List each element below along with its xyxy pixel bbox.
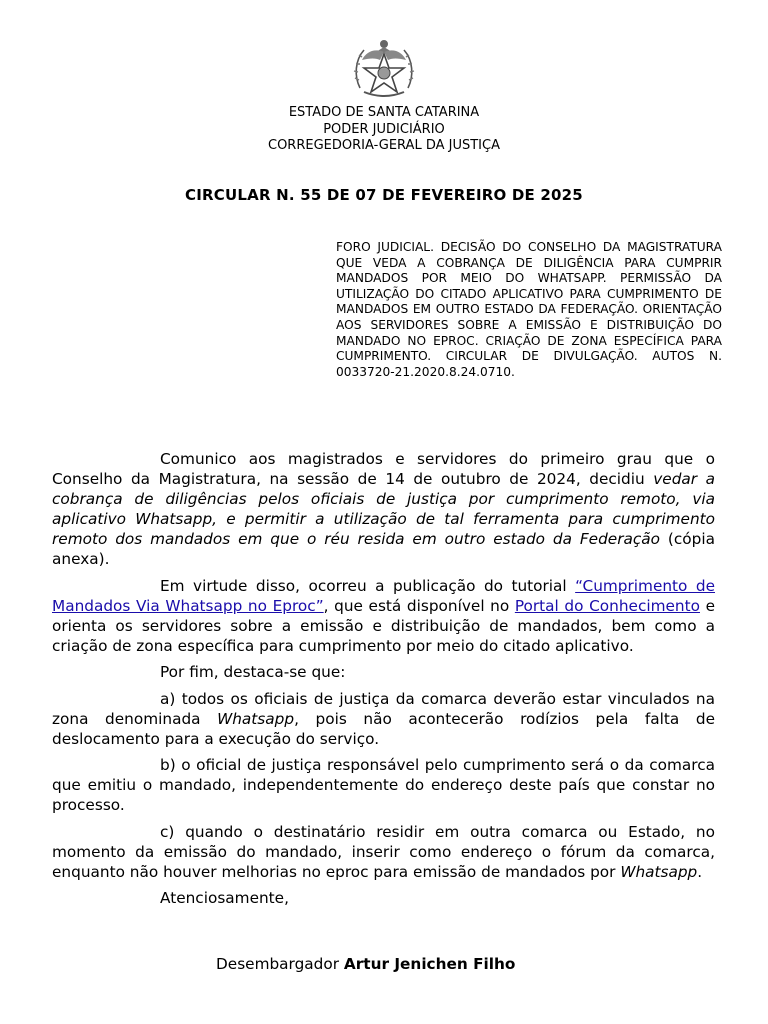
paragraph-4: a) todos os oficiais de justiça da comarca deverão estar vinculados na zona denominada Whatsapp, pois não acontecerão rodízios pela falta de deslocamento para a execução do serviço. bbox=[52, 689, 715, 748]
paragraph-1-emphasis: vedar a cobrança de diligências pelos oficiais de justiça por cumprimento remoto, via aplicativo Whatsapp, e permitir a utilização de tal ferramenta para cumprimento remoto dos mandados em que o réu resida em outro estado da Federação bbox=[52, 470, 715, 548]
paragraph-1: Comunico aos magistrados e servidores do primeiro grau que o Conselho da Magistratura, na sessão de 14 de outubro de 2024, decidiu vedar a cobrança de diligências pelos oficiais de justiça por cumprimento remoto, via aplicativo Whatsapp, e permitir a utilização de tal ferramenta para cumprimento remoto dos mandados em que o réu resida em outro estado da Federação (cópia anexa). bbox=[52, 450, 715, 568]
ementa-summary: FORO JUDICIAL. DECISÃO DO CONSELHO DA MAGISTRATURA QUE VEDA A COBRANÇA DE DILIGÊNCIA PARA CUMPRIR MANDADOS POR MEIO DO WHATSAPP. PERMISSÃO DA UTILIZAÇÃO DO CITADO APLICATIVO PARA CUMPRIMENTO DE MANDADOS EM OUTRO ESTADO DA FEDERAÇÃO. ORIENTAÇÃO AOS SERVIDORES SOBRE A EMISSÃO E DISTRIBUIÇÃO DO MANDADO NO EPROC. CRIAÇÃO DE ZONA ESPECÍFICA PARA CUMPRIMENTO. CIRCULAR DE DIVULGAÇÃO. AUTOS N. 0033720-21.2020.8.24.0710. bbox=[336, 240, 722, 379]
paragraph-3: Por fim, destaca-se que: bbox=[160, 663, 346, 681]
issuer-header bbox=[0, 105, 768, 155]
knowledge-portal-link[interactable]: Portal do Conhecimento bbox=[514, 596, 700, 615]
header-department: CORREGEDORIA-GERAL DA JUSTIÇA bbox=[268, 138, 500, 153]
header-state: ESTADO DE SANTA CATARINA bbox=[288, 105, 480, 120]
tutorial-link[interactable]: “Cumprimento de Mandados Via Whatsapp no Eproc” bbox=[52, 576, 715, 615]
document-title: CIRCULAR N. 55 DE 07 DE FEVEREIRO DE 2025 bbox=[185, 186, 583, 204]
paragraph-5: b) o oficial de justiça responsável pelo cumprimento será o da comarca que emitiu o mandado, independentemente do endereço deste país que constar no processo. bbox=[52, 756, 715, 814]
header-branch: PODER JUDICIÁRIO bbox=[323, 121, 445, 137]
signature-line bbox=[216, 954, 515, 974]
signer-role: Desembargador bbox=[216, 955, 340, 973]
paragraph-6: c) quando o destinatário residir em outra comarca ou Estado, no momento da emissão do mandado, inserir como endereço o fórum da comarca, enquanto não houver melhorias no eproc para emissão de mandados por Whatsapp. bbox=[52, 822, 715, 881]
signer-name: Artur Jenichen Filho bbox=[343, 955, 516, 973]
closing-salutation: Atenciosamente, bbox=[160, 889, 289, 907]
paragraph-2: Em virtude disso, ocorreu a publicação do tutorial “Cumprimento de Mandados Via Whatsapp no Eproc”, que está disponível no Portal do Conhecimento e orienta os servidores sobre a emissão e distribuição de mandados, bem como a criação de zona específica para cumprimento por meio do citado aplicativo. bbox=[52, 576, 716, 655]
document-body bbox=[52, 449, 715, 915]
santa-catarina-coat-of-arms-icon bbox=[350, 36, 418, 100]
